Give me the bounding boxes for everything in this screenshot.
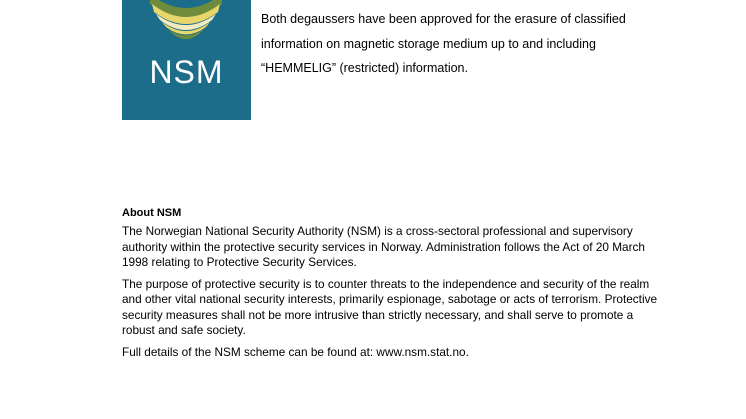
about-paragraph-1: The Norwegian National Security Authority (NSM) is a cross-sectoral professional and supervisory authority within the protective security services in Norway. Administration follows the Act of 20 March 1998 relating to Protective Security Services. [122, 224, 645, 269]
approval-paragraph: Both degaussers have been approved for the erasure of classified information on magnetic storage medium up to and including “HEMMELIG” (restricted) information. [261, 12, 626, 75]
about-heading: About NSM [122, 207, 182, 219]
nsm-emblem-icon [122, 0, 251, 60]
about-section [122, 206, 662, 366]
logo-text: NSM [149, 54, 224, 90]
about-paragraph-3: Full details of the NSM scheme can be found at: www.nsm.stat.no. [122, 344, 469, 359]
about-paragraph-2: The purpose of protective security is to counter threats to the independence and security of the realm and other vital national security interests, primarily espionage, sabotage or acts of terrorism. Protective security measures shall not be more intrusive than strictly necessary, and shall serve to promote a robust and safe society. [122, 276, 658, 337]
nsm-logo [122, 0, 251, 120]
